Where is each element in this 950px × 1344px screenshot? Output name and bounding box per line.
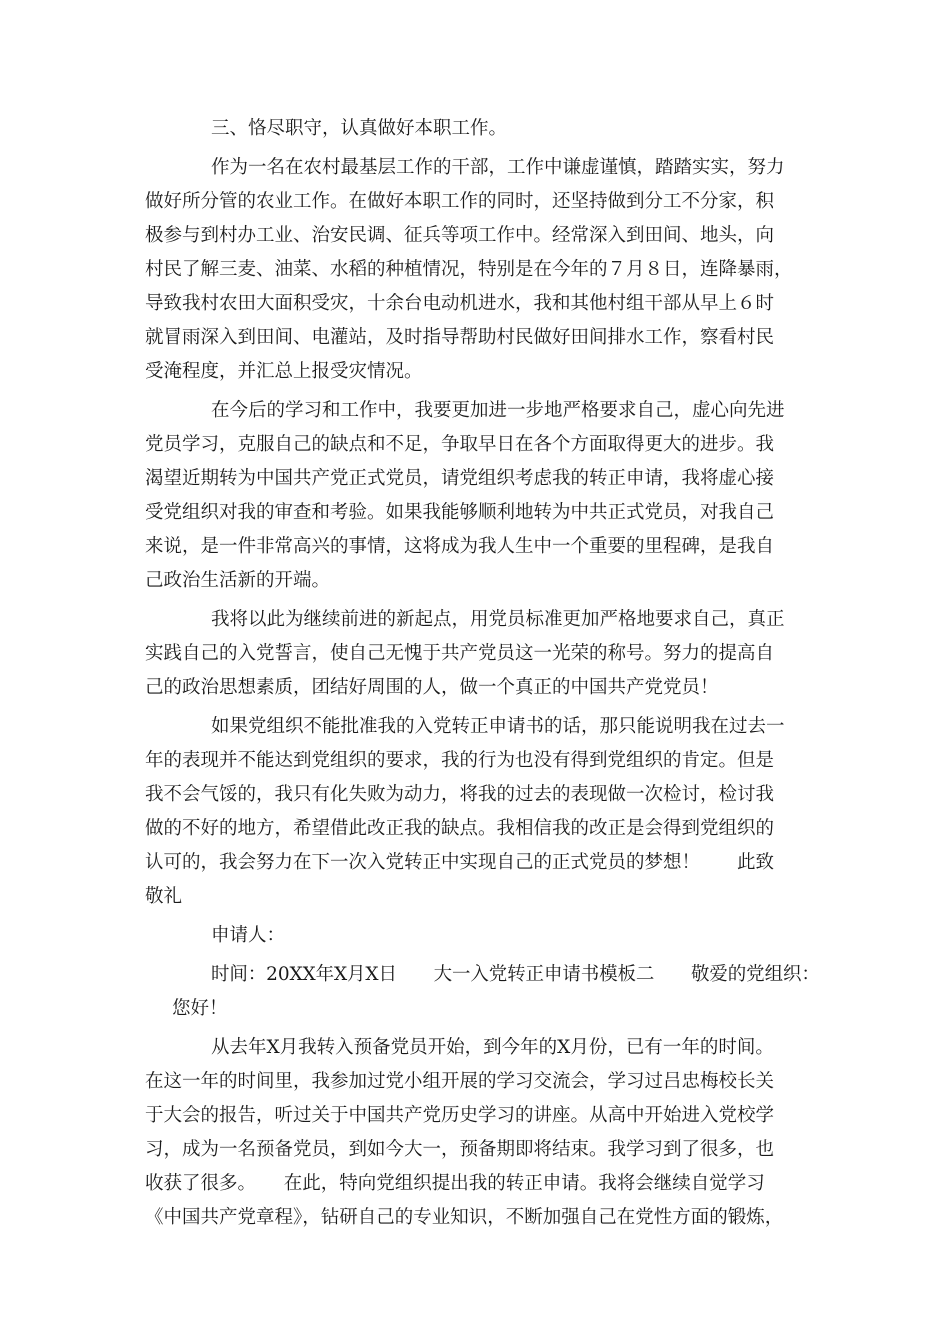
paragraph-line: 习，成为一名预备党员，到如今大一，预备期即将结束。我学习到了很多，也 [145,1139,775,1160]
paragraph-line: 来说，是一件非常高兴的事情，这将成为我人生中一个重要的里程碑，是我自 [145,536,775,557]
paragraph-line: 党员学习，克服自己的缺点和不足，争取早日在各个方面取得更大的进步。我 [145,434,775,455]
paragraph-line: 年的表现并不能达到党组织的要求，我的行为也没有得到党组织的肯定。但是 [145,750,775,771]
paragraph-line: 实践自己的入党誓言，使自己无愧于共产党员这一光荣的称号。努力的提高自 [145,643,775,664]
paragraph-line: 如果党组织不能批准我的入党转正申请书的话，那只能说明我在过去一 [211,716,785,737]
paragraph-line: 在今后的学习和工作中，我要更加进一步地严格要求自己，虚心向先进 [211,400,785,421]
paragraph-line: 《中国共产党章程》，钻研自己的专业知识，不断加强自己在党性方面的锻炼， [145,1207,784,1228]
paragraph-line: 己政治生活新的开端。 [145,570,331,591]
closing-salutation: 敬礼 [145,886,183,907]
paragraph-line: 渴望近期转为中国共产党正式党员，请党组织考虑我的转正申请，我将虚心接 [145,468,775,489]
paragraph-line: 极参与到村办工业、治安民调、征兵等项工作中。经常深入到田间、地头，向 [145,225,775,246]
paragraph-line: 做的不好的地方，希望借此改正我的缺点。我相信我的改正是会得到党组织的 [145,818,775,839]
applicant-label: 申请人： [211,925,286,946]
paragraph-line: 我将以此为继续前进的新起点，用党员标准更加严格地要求自己，真正 [211,609,785,630]
paragraph-line: 受党组织对我的审查和考验。如果我能够顺利地转为中共正式党员，对我自己 [145,502,775,523]
paragraph-line: 受淹程度，并汇总上报受灾情况。 [145,361,423,382]
paragraph-line: 村民了解三麦、油菜、水稻的种植情况，特别是在今年的７月８日，连降暴雨， [145,259,793,280]
paragraph-line: 收获了很多。 在此，特向党组织提出我的转正申请。我将会继续自觉学习 [145,1173,765,1194]
greeting-line: 您好！ [172,998,228,1019]
date-and-title-line: 时间：20XX年X月X日 大一入党转正申请书模板二 敬爱的党组织： [211,964,820,985]
section-heading: 三、恪尽职守，认真做好本职工作。 [211,118,508,139]
paragraph-line: 在这一年的时间里，我参加过党小组开展的学习交流会，学习过吕忠梅校长关 [145,1071,775,1092]
paragraph-line: 导致我村农田大面积受灾，十余台电动机进水，我和其他村组干部从早上６时 [145,293,775,314]
paragraph-line: 从去年X月我转入预备党员开始，到今年的X月份，已有一年的时间。 [211,1037,774,1058]
paragraph-line: 就冒雨深入到田间、电灌站，及时指导帮助村民做好田间排水工作，察看村民 [145,327,775,348]
paragraph-line: 做好所分管的农业工作。在做好本职工作的同时，还坚持做到分工不分家，积 [145,191,775,212]
paragraph-line: 己的政治思想素质，团结好周围的人，做一个真正的中国共产党党员！ [145,677,719,698]
paragraph-line: 于大会的报告，听过关于中国共产党历史学习的讲座。从高中开始进入党校学 [145,1105,775,1126]
paragraph-line: 认可的，我会努力在下一次入党转正中实现自己的正式党员的梦想！ 此致 [145,852,775,873]
paragraph-line: 作为一名在农村最基层工作的干部，工作中谦虚谨慎，踏踏实实，努力 [211,157,785,178]
paragraph-line: 我不会气馁的，我只有化失败为动力，将我的过去的表现做一次检讨，检讨我 [145,784,775,805]
